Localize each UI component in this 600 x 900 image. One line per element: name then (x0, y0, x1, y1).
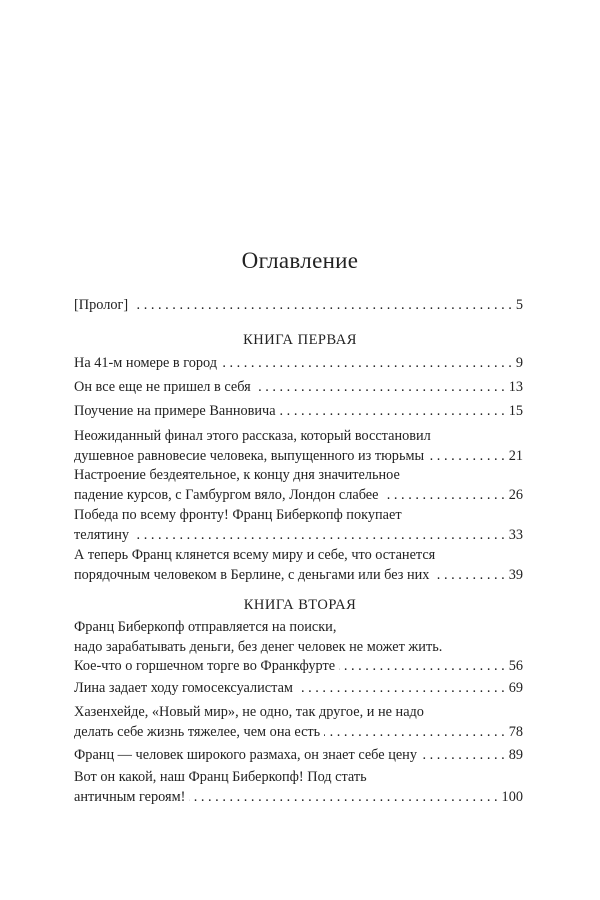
dot-leader (189, 788, 497, 808)
entry-last-line (74, 447, 523, 467)
entry-title-line: античным героям! (74, 788, 186, 805)
entry-title-line: падение курсов, с Гамбургом вяло, Лондон слабее (74, 486, 379, 503)
entry-title-line: Настроение бездеятельное, к концу дня значительное (74, 467, 400, 483)
book-heading: КНИГА ПЕРВАЯ (243, 332, 357, 348)
toc-entry (74, 546, 523, 585)
book-heading: КНИГА ВТОРАЯ (243, 597, 357, 613)
entry-title-line: [Пролог] (74, 297, 129, 313)
entry-title-line: А теперь Франц клянется всему миру и себе, что останется (74, 547, 436, 563)
toc-entry (74, 618, 523, 677)
entry-title-line: порядочным человеком в Берлине, с деньгами или без них (74, 566, 430, 583)
entry-last-line (74, 354, 523, 374)
toc-entry (74, 427, 523, 466)
entry-title-line: делать себе жизнь тяжелее, чем она есть (74, 723, 321, 740)
page-number: 56 (508, 658, 523, 674)
toc-entry (74, 466, 523, 505)
page-number: 78 (508, 723, 523, 740)
toc-entry (74, 679, 523, 699)
entry-title-line: Победа по всему фронту! Франц Биберкопф покупает (74, 507, 402, 523)
dot-leader (433, 566, 504, 586)
toc-entry (74, 768, 523, 807)
toc-entry (74, 296, 523, 316)
page-number: 5 (515, 297, 523, 313)
entry-last-line (74, 526, 523, 546)
entry-last-line (74, 746, 523, 766)
page-number: 26 (508, 486, 523, 503)
entry-title-line: Он все еще не пришел в себя (74, 379, 251, 395)
dot-leader (221, 354, 512, 374)
entry-last-line (74, 723, 523, 743)
page-number: 15 (508, 403, 523, 419)
entry-title-line: телятину (74, 526, 130, 543)
page-number: 21 (508, 447, 523, 464)
entry-title-line: Франц Биберкопф отправляется на поиски, (74, 619, 337, 635)
page-number: 89 (508, 747, 523, 763)
entry-title-line: надо зарабатывать деньги, без денег человек не может жить. (74, 638, 443, 655)
entry-last-line (74, 296, 523, 316)
toc-entry (74, 354, 523, 374)
entry-title-line: Франц — человек широкого размаха, он знает себе цену (74, 747, 417, 763)
entry-last-line (74, 378, 523, 398)
dot-leader (133, 526, 505, 546)
dot-leader (421, 746, 505, 766)
entry-last-line (74, 402, 523, 422)
toc-entry (74, 746, 523, 766)
page-number: 100 (501, 788, 523, 805)
dot-leader (280, 402, 505, 422)
toc-entry (74, 402, 523, 422)
dot-leader (383, 486, 505, 506)
page-number: 39 (508, 566, 523, 583)
page-number: 33 (508, 526, 523, 543)
entry-title-line: Лина задает ходу гомосексуалистам (74, 680, 293, 696)
page-number: 9 (515, 355, 523, 371)
dot-leader (339, 657, 505, 677)
entry-title-line: Неожиданный финал этого рассказа, который восстановил (74, 428, 431, 444)
toc-entry (74, 378, 523, 398)
entry-title-line: Поучение на примере Ванновича (74, 403, 276, 419)
page-number: 69 (508, 680, 523, 696)
page-number: 13 (508, 379, 523, 395)
entry-title-line: Кое-что о горшечном торге во Франкфурте (74, 658, 336, 674)
dot-leader (428, 447, 505, 467)
entry-last-line (74, 566, 523, 586)
entry-last-line (74, 657, 523, 677)
toc-entry (74, 506, 523, 545)
entry-last-line (74, 486, 523, 506)
dot-leader (297, 679, 505, 699)
dot-leader (132, 296, 512, 316)
toc-entry (74, 703, 523, 742)
entry-last-line (74, 679, 523, 699)
page-title: Оглавление (241, 248, 359, 273)
entry-last-line (74, 788, 523, 808)
entry-title-line: Вот он какой, наш Франц Биберкопф! Под стать (74, 769, 367, 785)
entry-title-line: На 41-м номере в город (74, 355, 218, 371)
dot-leader (255, 378, 505, 398)
entry-title-line: душевное равновесие человека, выпущенного из тюрьмы (74, 447, 425, 464)
entry-title-line: Хазенхейде, «Новый мир», не одно, так другое, и не надо (74, 704, 424, 720)
dot-leader (324, 723, 505, 743)
